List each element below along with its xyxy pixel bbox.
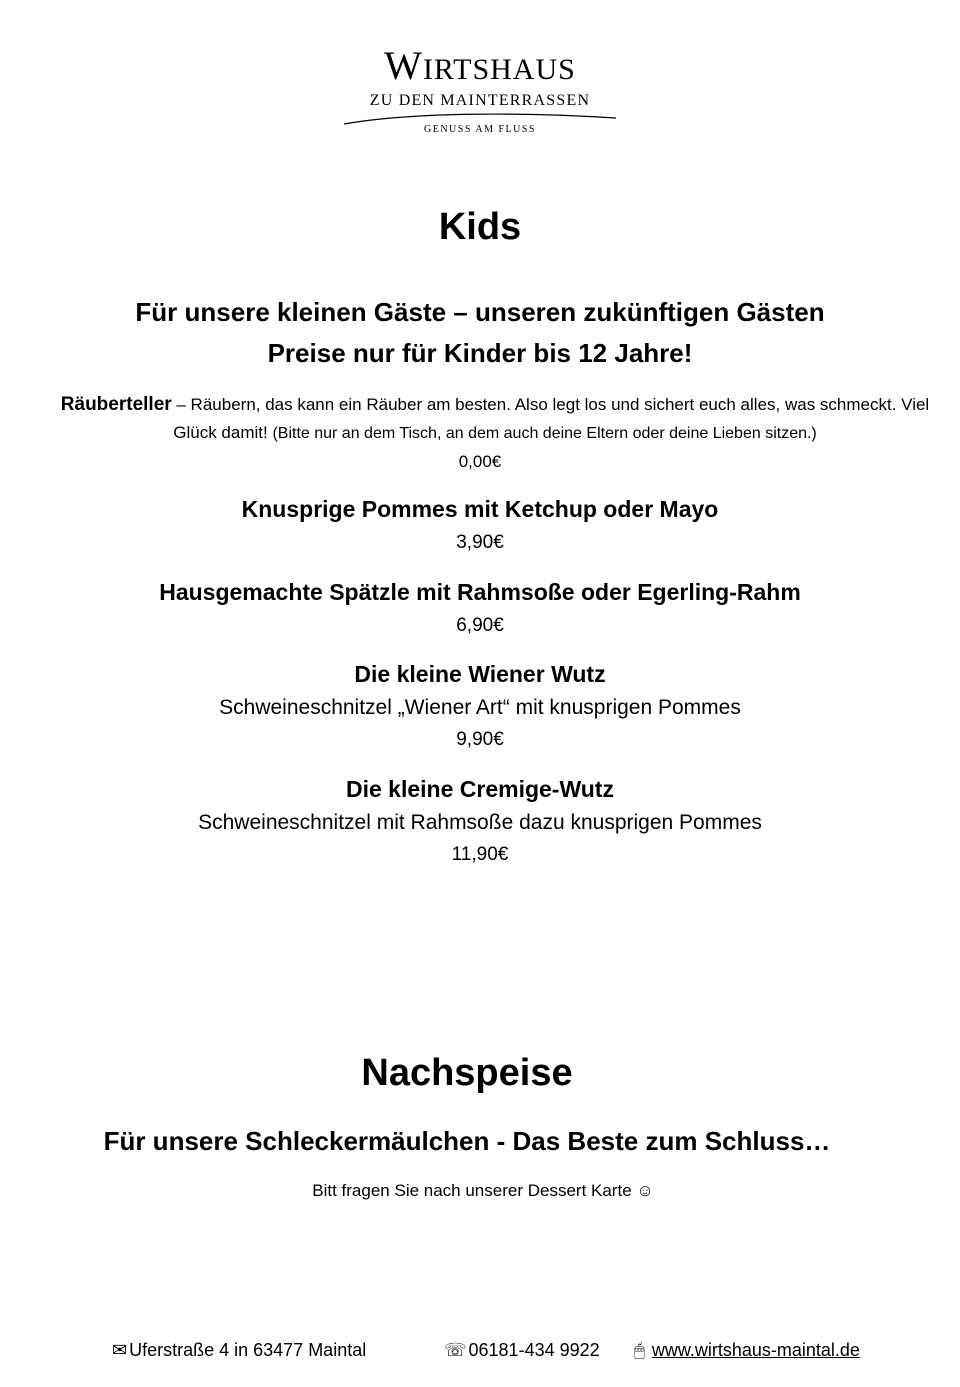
kids-subtitle-1: Für unsere kleinen Gäste – unseren zukünftigen Gästen bbox=[135, 297, 825, 327]
kids-subtitle-2: Preise nur für Kinder bis 12 Jahre! bbox=[267, 338, 693, 368]
dish-name: Die kleine Cremige-Wutz bbox=[346, 776, 614, 802]
kids-title: Kids bbox=[438, 206, 522, 248]
restaurant-logo bbox=[340, 38, 620, 138]
logo-subtitle: ZU DEN MAINTERRASSEN bbox=[369, 92, 591, 109]
footer bbox=[0, 1336, 960, 1364]
website-link[interactable]: www.wirtshaus-maintal.de bbox=[651, 1340, 860, 1360]
dish-price: 6,90€ bbox=[456, 615, 504, 636]
dish-name: Hausgemachte Spätzle mit Rahmsoße oder Egerling-Rahm bbox=[159, 579, 801, 605]
dish-price: 11,90€ bbox=[451, 844, 509, 865]
dish-price: 9,90€ bbox=[456, 729, 504, 750]
raeuberteller-name: Räuberteller bbox=[60, 394, 172, 415]
dessert-note: Bitt fragen Sie nach unserer Dessert Karte ☺ bbox=[312, 1181, 654, 1200]
raeuberteller-description: Räuberteller – Räubern, das kann ein Räuber am besten. Also legt los und sichert euch alles, was schmeckt. Viel Glück damit! (Bitte nur an dem Tisch, an dem auch deine Eltern oder deine Lieben sitzen.) bbox=[60, 394, 930, 442]
footer-phone: ☏ 06181-434 9922 bbox=[444, 1340, 600, 1360]
dish-description: Schweineschnitzel mit Rahmsoße dazu knusprigen Pommes bbox=[198, 811, 762, 834]
envelope-icon: ✉ bbox=[112, 1340, 128, 1360]
phone-icon: ☏ bbox=[444, 1340, 467, 1360]
raeuberteller-price: 0,00€ bbox=[458, 452, 502, 471]
footer-address: ✉ Uferstraße 4 in 63477 Maintal bbox=[112, 1340, 367, 1360]
logo-wordmark: WIRTSHAUS bbox=[384, 43, 576, 88]
mouse-icon: 🖱 bbox=[634, 1340, 645, 1360]
dessert-title: Nachspeise bbox=[361, 1052, 573, 1094]
dish-price: 3,90€ bbox=[456, 532, 504, 553]
logo-tagline: GENUSS AM FLUSS bbox=[424, 124, 536, 135]
dish-name: Knusprige Pommes mit Ketchup oder Mayo bbox=[241, 496, 719, 522]
dish-name: Die kleine Wiener Wutz bbox=[354, 661, 606, 687]
footer-website bbox=[634, 1336, 860, 1364]
dessert-subtitle: Für unsere Schleckermäulchen - Das Beste zum Schluss… bbox=[103, 1126, 831, 1156]
dish-description: Schweineschnitzel „Wiener Art“ mit knusprigen Pommes bbox=[219, 696, 741, 719]
